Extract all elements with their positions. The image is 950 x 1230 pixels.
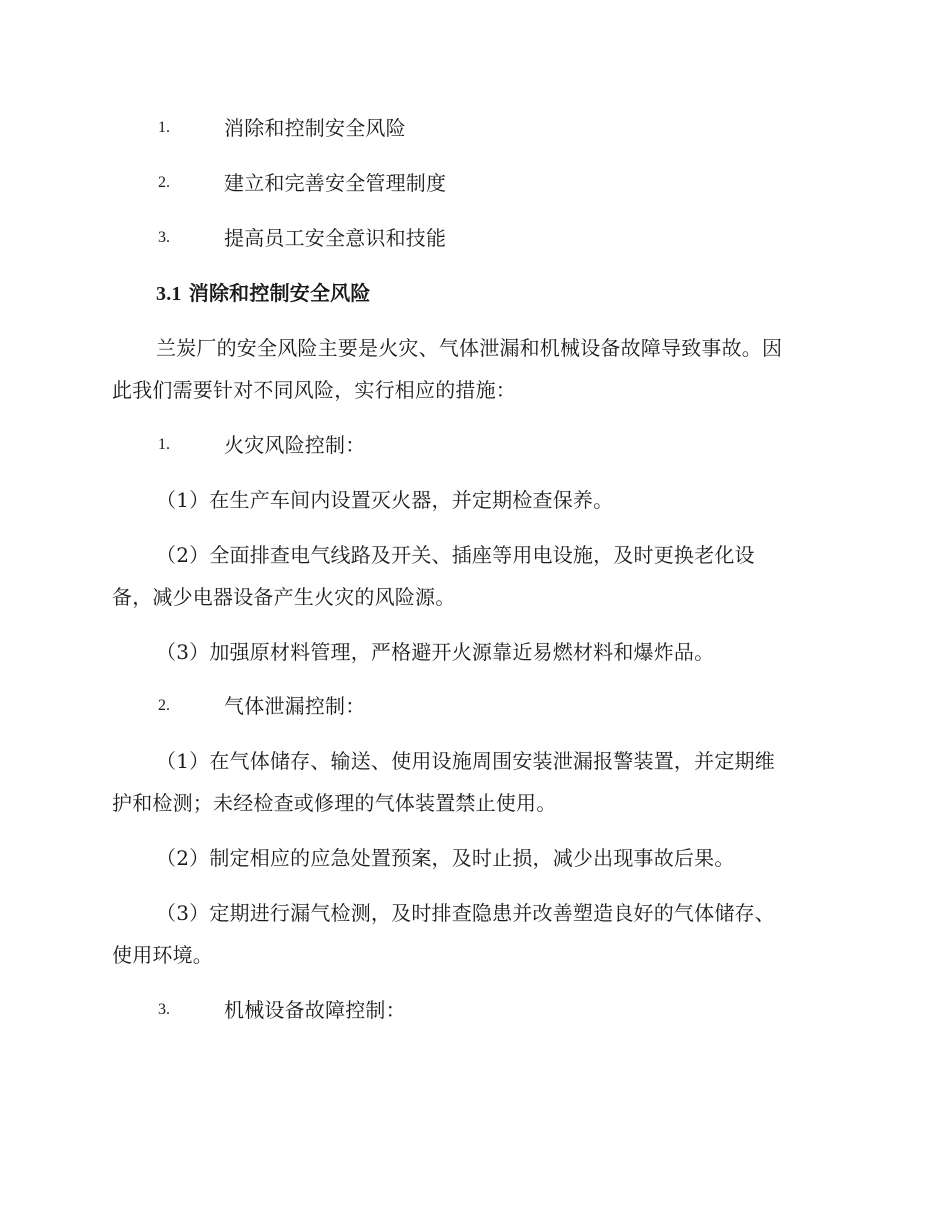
subsection-title: 气体泄漏控制：	[224, 694, 366, 718]
subsection-title: 机械设备故障控制：	[224, 998, 406, 1022]
paragraph-line: 兰炭厂的安全风险主要是火灾、气体泄漏和机械设备故障导致事故。因	[156, 336, 783, 360]
list-item: （1）在气体储存、输送、使用设施周围安装泄漏报警装置，并定期维	[156, 749, 775, 773]
list-item: 消除和控制安全风险	[224, 116, 406, 140]
list-item: （2）全面排查电气线路及开关、插座等用电设施，及时更换老化设	[156, 543, 755, 567]
list-item: （3）定期进行漏气检测，及时排查隐患并改善塑造良好的气体储存、	[156, 901, 775, 925]
section-heading	[156, 281, 371, 306]
list-item-continuation: 使用环境。	[112, 943, 213, 967]
paragraph-line: 此我们需要针对不同风险，实行相应的措施：	[112, 378, 516, 402]
list-item: 建立和完善安全管理制度	[224, 171, 447, 195]
list-number: 2.	[158, 697, 170, 714]
list-item: 提高员工安全意识和技能	[224, 226, 447, 250]
list-number: 3.	[158, 229, 170, 246]
list-item: （2）制定相应的应急处置预案，及时止损，减少出现事故后果。	[156, 846, 735, 870]
list-item: （1）在生产车间内设置灭火器，并定期检查保养。	[156, 488, 614, 512]
list-item: （3）加强原材料管理，严格避开火源靠近易燃材料和爆炸品。	[156, 640, 715, 664]
section-number: 3.1	[156, 283, 182, 305]
list-number: 1.	[158, 436, 170, 453]
subsection-title: 火灾风险控制：	[224, 433, 366, 457]
list-number: 1.	[158, 119, 170, 136]
list-item-continuation: 护和检测；未经检查或修理的气体装置禁止使用。	[112, 791, 557, 815]
list-number: 2.	[158, 174, 170, 191]
list-number: 3.	[158, 1001, 170, 1018]
list-item-continuation: 备，减少电器设备产生火灾的风险源。	[112, 585, 456, 609]
section-title: 消除和控制安全风险	[188, 281, 371, 305]
